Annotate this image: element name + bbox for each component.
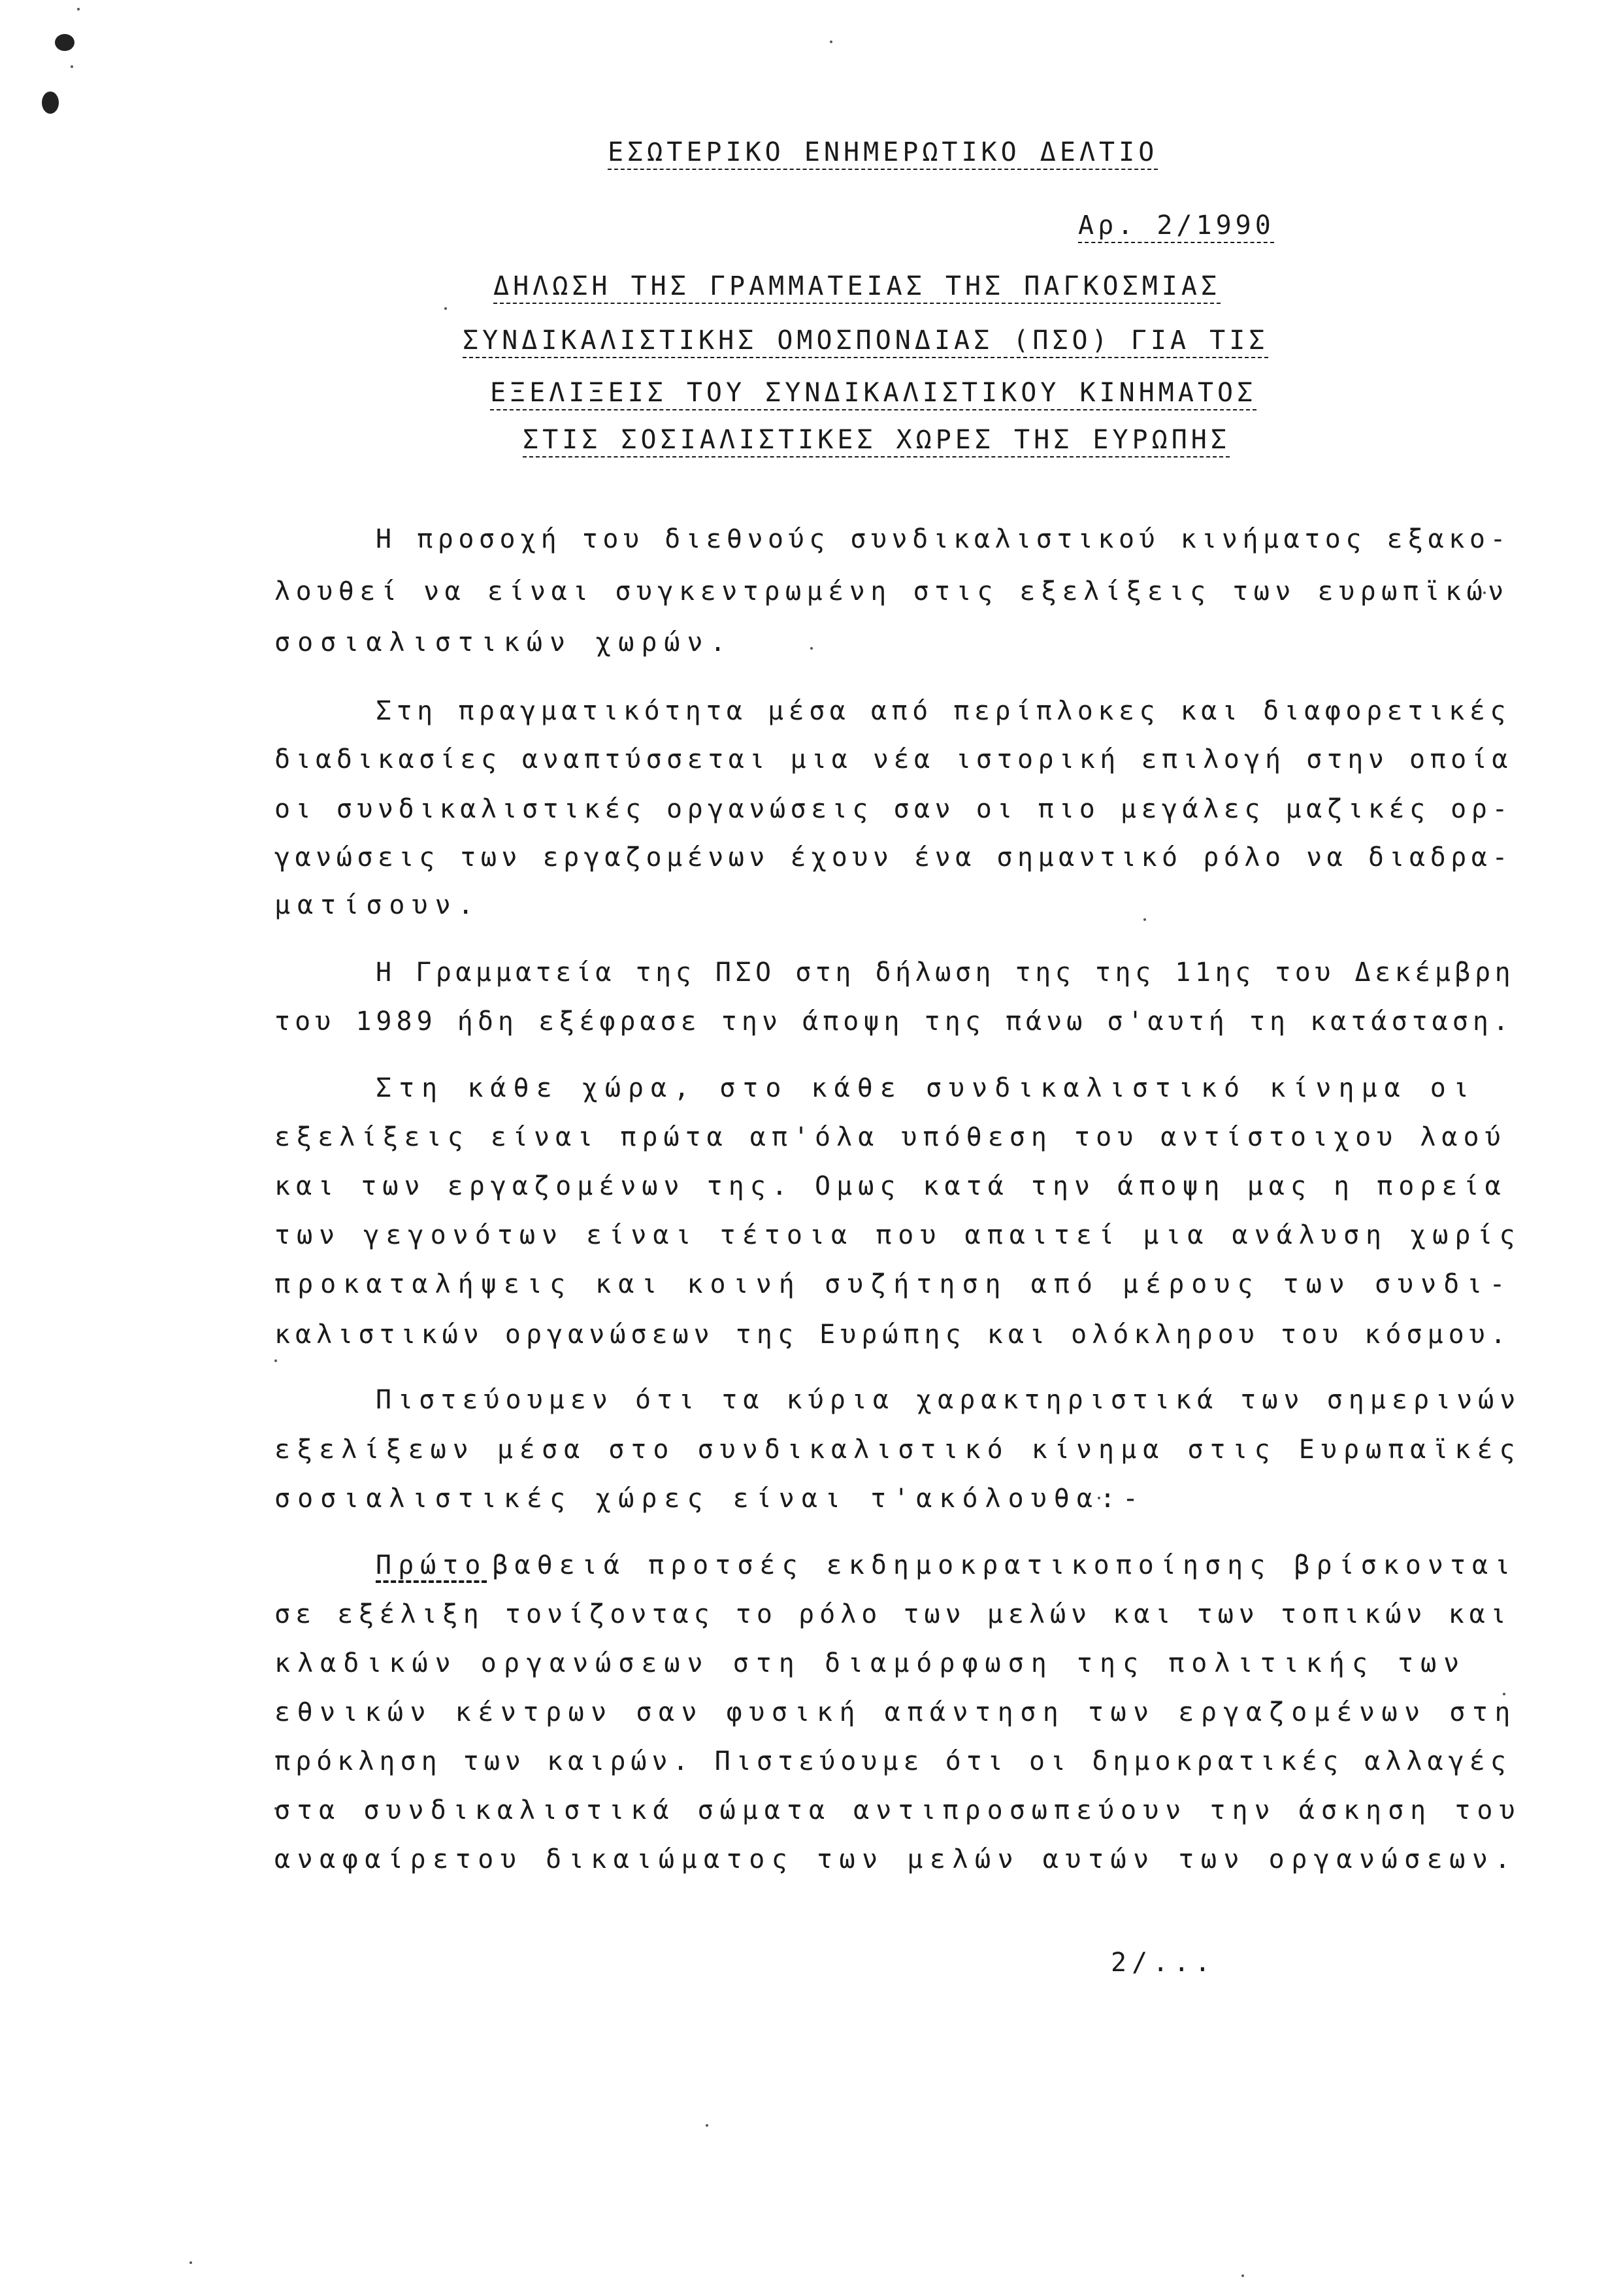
paragraph-4-line-2: εξελίξεις είναι πρώτα απ'όλα υπόθεση του αντίστοιχου λαού — [274, 1122, 1507, 1152]
bulletin-title: ΕΣΩΤΕΡΙΚΟ ΕΝΗΜΕΡΩΤΙΚΟ ΔΕΛΤΙΟ — [608, 137, 1158, 167]
paragraph-6-line-1 — [376, 1552, 1517, 1578]
paragraph-2-line-4: γανώσεις των εργαζομένων έχουν ένα σημαντικό ρόλο να διαδρα- — [274, 842, 1513, 873]
paragraph-3-line-1: Η Γραμματεία της ΠΣΟ στη δήλωση της της 11ης του Δεκέμβρη — [376, 957, 1515, 988]
paragraph-6-line-3: κλαδικών οργανώσεων στη διαμόρφωση της πολιτικής των — [274, 1648, 1467, 1678]
binder-mark-bottom — [42, 92, 59, 114]
paragraph-6-line-7: αναφαίρετου δικαιώματος των μελών αυτών των οργανώσεων. — [274, 1844, 1518, 1874]
paragraph-1-line-3: σοσιαλιστικών χωρών. — [274, 627, 733, 657]
paragraph-6-line-6: στα συνδικαλιστικά σώματα αντιπροσωπεύουν την άσκηση του — [274, 1795, 1522, 1825]
paragraph-2-line-5: ματίσουν. — [274, 890, 481, 920]
paragraph-6-line-5: πρόκληση των καιρών. Πιστεύουμε ότι οι δημοκρατικές αλλαγές — [274, 1746, 1511, 1776]
paragraph-2-line-3: οι συνδικαλιστικές οργανώσεις σαν οι πιο μεγάλες μαζικές ορ- — [274, 794, 1513, 824]
paragraph-5-line-3: σοσιαλιστικές χώρες είναι τ'ακόλουθα:- — [274, 1484, 1146, 1514]
paragraph-4-line-1: Στη κάθε χώρα, στο κάθε συνδικαλιστικό κίνημα οι — [376, 1073, 1476, 1103]
paragraph-3-line-2: του 1989 ήδη εξέφρασε την άποψη της πάνω σ'αυτή τη κατάσταση. — [274, 1007, 1514, 1037]
heading-line-3: ΕΞΕΛΙΞΕΙΣ ΤΟΥ ΣΥΝΔΙΚΑΛΙΣΤΙΚΟΥ ΚΙΝΗΜΑΤΟΣ — [490, 378, 1257, 408]
paragraph-4-line-4: των γεγονότων είναι τέτοια που απαιτεί μια ανάλυση χωρίς — [274, 1220, 1522, 1250]
heading-line-1: ΔΗΛΩΣΗ ΤΗΣ ΓΡΑΜΜΑΤΕΙΑΣ ΤΗΣ ΠΑΓΚΟΣΜΙΑΣ — [493, 271, 1221, 301]
paragraph-4-line-5: προκαταλήψεις και κοινή συζήτηση από μέρους των συνδι- — [274, 1269, 1513, 1299]
paragraph-6-line-1-text: βαθειά προτσές εκδημοκρατικοποίησης βρίσκονται — [492, 1550, 1517, 1580]
heading-line-2: ΣΥΝΔΙΚΑΛΙΣΤΙΚΗΣ ΟΜΟΣΠΟΝΔΙΑΣ (ΠΣΟ) ΓΙΑ ΤΙΣ — [463, 325, 1269, 356]
first-point-label: Πρώτο — [376, 1550, 487, 1580]
page-continuation: 2/... — [1111, 1948, 1216, 1978]
paragraph-2-line-1: Στη πραγματικότητα μέσα από περίπλοκες και διαφορετικές — [376, 696, 1511, 726]
paragraph-1-line-2: λουθεί να είναι συγκεντρωμένη στις εξελίξεις των ευρωπϊκών — [274, 576, 1509, 607]
issue-number: Αρ. 2/1990 — [1078, 210, 1275, 241]
paragraph-4-line-3: και των εργαζομένων της. Ομως κατά την άποψη μας η πορεία — [274, 1171, 1507, 1201]
paragraph-5-line-2: εξελίξεων μέσα στο συνδικαλιστικό κίνημα στις Ευρωπαϊκές — [274, 1435, 1522, 1465]
paragraph-1-line-1: Η προσοχή του διεθνούς συνδικαλιστικού κινήματος εξακο- — [376, 524, 1511, 554]
heading-line-4: ΣΤΙΣ ΣΟΣΙΑΛΙΣΤΙΚΕΣ ΧΩΡΕΣ ΤΗΣ ΕΥΡΩΠΗΣ — [523, 425, 1230, 455]
paragraph-2-line-2: διαδικασίες αναπτύσσεται μια νέα ιστορική επιλογή στην οποία — [274, 744, 1513, 774]
paragraph-6-line-4: εθνικών κέντρων σαν φυσική απάντηση των εργαζομένων στη — [274, 1697, 1518, 1727]
binder-mark-top — [55, 34, 74, 51]
paragraph-4-line-6: καλιστικών οργανώσεων της Ευρώπης και ολόκληρου του κόσμου. — [274, 1320, 1511, 1350]
paragraph-6-line-2: σε εξέλιξη τονίζοντας το ρόλο των μελών και των τοπικών και — [274, 1599, 1511, 1629]
paragraph-5-line-1: Πιστεύουμεν ότι τα κύρια χαρακτηριστικά των σημερινών — [376, 1385, 1522, 1415]
